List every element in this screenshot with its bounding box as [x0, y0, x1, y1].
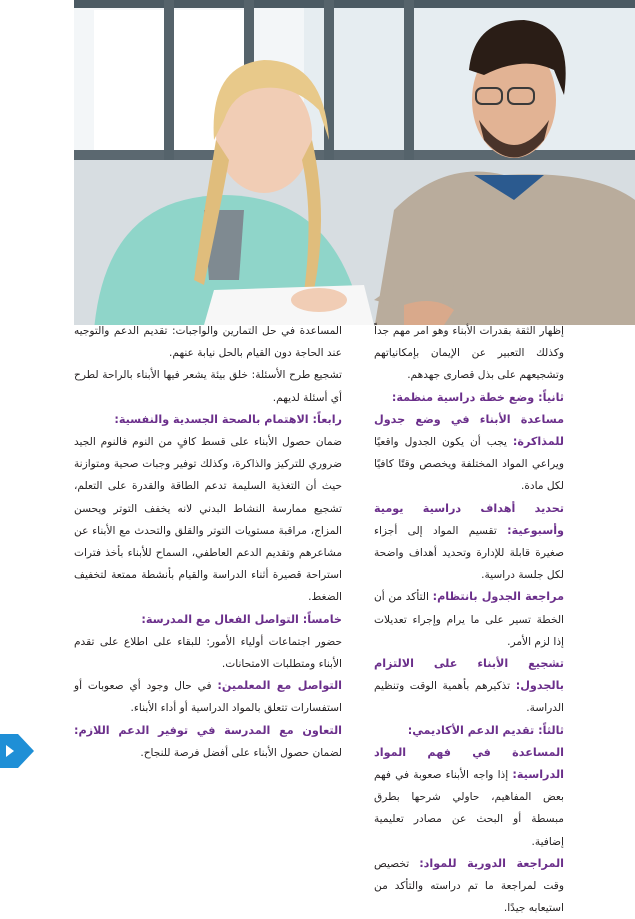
paragraph: حضور اجتماعات أولياء الأمور: للبقاء على اطلاع على تقدم الأبناء ومتطلبات الامتحانات. [74, 635, 342, 671]
left-column [74, 320, 342, 764]
subheading: مراجعة الجدول بانتظام: [432, 590, 564, 604]
paragraph-text: في حال وجود أي صعوبات أو استفسارات تتعلق بالمواد الدراسية أو أداء الأبناء. [74, 680, 342, 715]
paragraph [374, 853, 564, 919]
paragraph [74, 320, 342, 364]
subheading: التعاون مع المدرسة في توفير الدعم اللازم: [74, 723, 342, 737]
paragraph-text: تذكيرهم بأهمية الوقت وتنظيم الدراسة. [374, 680, 564, 715]
subheading: تشجيع الأبناء على الالتزام بالجدول: [374, 657, 564, 693]
subheading: التواصل مع المعلمين: [217, 679, 342, 693]
paragraph: ضمان حصول الأبناء على قسط كافٍ من النوم فالنوم الجيد ضروري للتركيز والذاكرة، وكذلك توفير وجبات صحية ومتوازنة حيث أن التغذية السليمة تدعم الطاقة والقدرة على التعلم، تشجيع ممارسة النشاط البدني لانه يخفف التوتر ويحسن المزاج، مراقبة مستويات التوتر والقلق والتحدث مع الأبناء عن مشاعرهم وتقديم الدعم العاطفي، السماح للأبناء بأخذ فترات استراحة قصيرة أثناء الدراسة والقيام بأنشطة ممتعة لتخفيف الضغط. [74, 436, 342, 604]
paragraph [374, 498, 564, 587]
paragraph [374, 742, 564, 853]
section-heading: رابعاً: الاهتمام بالصحة الجسدية والنفسية: [114, 412, 342, 426]
paragraph [374, 409, 564, 498]
right-column [374, 320, 564, 919]
section-heading: ثالثاً: تقديم الدعم الأكاديمي: [407, 723, 564, 737]
page-badge-icon [0, 734, 34, 768]
subheading: المراجعة الدورية للمواد: [419, 856, 564, 870]
paragraph-text: تقسيم المواد إلى أجزاء صغيرة قابلة للإدارة وتحديد أهداف واضحة لكل جلسة دراسية. [374, 524, 564, 582]
section-heading: خامساً: التواصل الفعال مع المدرسة: [141, 612, 342, 626]
article-photo [74, 0, 635, 325]
paragraph-lead: المساعدة في حل التمارين والواجبات: [171, 325, 342, 337]
paragraph-text: التأكد من أن الخطة تسير على ما يرام وإجراء تعديلات إذا لزم الأمر. [374, 591, 564, 648]
subheading: مساعدة الأبناء في وضع جدول للمذاكرة: [374, 412, 564, 449]
paragraph-text: تخصيص وقت لمراجعة ما تم دراسته والتأكد من استيعابه جيدًا. [374, 857, 564, 915]
paragraph-text: إذا واجه الأبناء صعوبة في فهم بعض المفاهيم، حاولي شرحها بطرق مبسطة أو البحث عن مصادر تعليمية إضافية. [374, 769, 564, 848]
section-heading: ثانياً: وضع خطة دراسية منظمة: [391, 390, 564, 404]
paragraph-text: خلق بيئة يشعر فيها الأبناء بالراحة لطرح أي أسئلة لديهم. [74, 369, 342, 404]
subheading: تحديد أهداف دراسية يومية وأسبوعية: [374, 501, 564, 537]
paragraph [74, 675, 342, 719]
paragraph [74, 720, 342, 764]
paragraph-text: تقديم الدعم والتوجيه عند الحاجة دون القيام بالحل نيابة عنهم. [74, 325, 342, 360]
paragraph [74, 364, 342, 408]
subheading: المساعدة في فهم المواد الدراسية: [374, 745, 564, 782]
paragraph: إظهار الثقة بقدرات الأبناء وهو امر مهم جداً وكذلك التعبير عن الإيمان بإمكانياتهم وتشجيعهم على بذل قصارى جهدهم. [374, 325, 564, 382]
photo-father-daughter-studying [74, 0, 635, 325]
paragraph-text: يجب أن يكون الجدول واقعيًا ويراعي المواد المختلفة ويخصص وقتًا كافيًا لكل مادة. [374, 436, 564, 493]
paragraph-text: لضمان حصول الأبناء على أفضل فرصة للنجاح. [140, 746, 342, 759]
paragraph [374, 586, 564, 653]
paragraph [374, 653, 564, 720]
paragraph-lead: تشجيع طرح الأسئلة: [251, 369, 342, 382]
